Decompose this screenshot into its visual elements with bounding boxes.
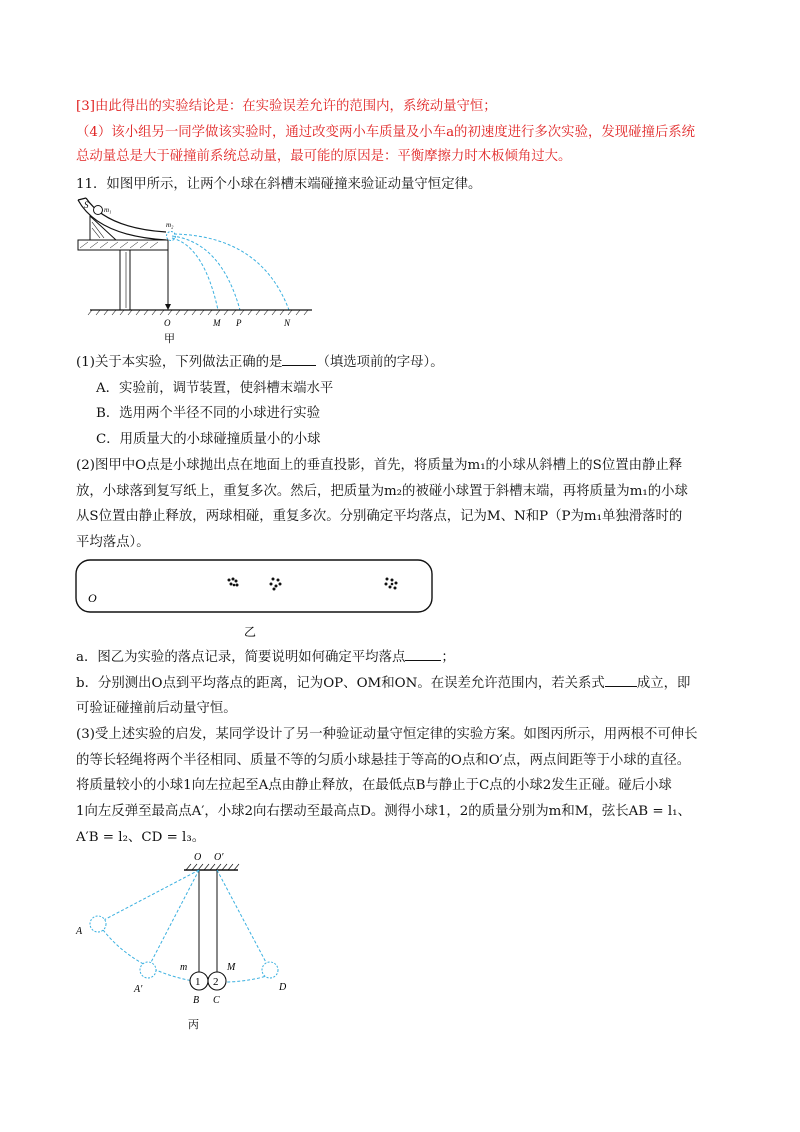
part3-line-4: 1向左反弹至最高点A′，小球2向右摆动至最高点D。测得小球1，2的质量分别为m和M，弦长AB = l₁、 (76, 804, 691, 819)
label-D: D (279, 982, 287, 993)
caption-bing: 丙 (188, 1018, 199, 1031)
ramp (78, 200, 166, 240)
part1-stem-after: （填选项前的字母）。 (316, 355, 444, 370)
label-M-bing: M (227, 962, 236, 973)
ball-m1 (94, 206, 103, 215)
table-top (78, 240, 168, 250)
part2-b-answer-blank[interactable] (605, 674, 637, 687)
label-M: M (213, 318, 221, 328)
part2-line-1: (2)图甲中O点是小球抛出点在地面上的垂直投影，首先，将质量为m₁的小球从斜槽上的S位置由静止释 (76, 458, 683, 473)
part2-b-after: 成立，即 (636, 676, 691, 691)
ball-position-A (90, 916, 106, 932)
part2-b-before: b．分别测出O点到平均落点的距离，记为OP、OM和ON。在误差允许范围内，若关系式 (76, 676, 605, 691)
part2-a-after: ； (441, 650, 455, 665)
label-A-prime: A′ (134, 984, 143, 995)
option-C: C．用质量大的小球碰撞质量小的小球 (96, 432, 321, 447)
trajectory-M (172, 238, 218, 310)
label-m1: m₁ (104, 206, 112, 214)
part2-b-line-2: 可验证碰撞前后动量守恒。 (76, 701, 237, 716)
conclusion-line-1: [3]由此得出的实验结论是：在实验误差允许的范围内，系统动量守恒； (76, 99, 497, 114)
label-S: S (84, 200, 89, 210)
question-11-stem: 11．如图甲所示，让两个小球在斜槽末端碰撞来验证动量守恒定律。 (76, 177, 482, 192)
label-B: B (193, 995, 200, 1006)
option-A: A．实验前，调节装置，使斜槽末端水平 (96, 381, 334, 396)
part3-line-5: A′B = l₂、CD = l₃。 (76, 830, 206, 845)
part3-line-3: 将质量较小的小球1向左拉起至A点由静止释放，在最低点B与静止于C点的小球2发生正碰。碰后小球 (76, 778, 672, 793)
figure-jia (76, 196, 316, 344)
label-A: A (76, 926, 83, 937)
part1-answer-blank[interactable] (282, 353, 316, 366)
label-O-bing: O (194, 852, 202, 863)
label-O-prime: O′ (214, 852, 224, 863)
part3-line-2: 的等长轻绳将两个半径相同、质量不等的匀质小球悬挂于等高的O点和O′点，两点间距等于小球的直径。 (76, 753, 691, 768)
label-C: C (213, 995, 220, 1006)
part2-line-2: 放，小球落到复写纸上，重复多次。然后，把质量为m₂的被碰小球置于斜槽末端，再将质量为m₁的小球 (76, 484, 688, 499)
label-ball-1: 1 (195, 976, 201, 988)
label-m: m (180, 962, 188, 973)
part2-a-before: a．图乙为实验的落点记录，简要说明如何确定平均落点 (76, 650, 406, 665)
caption-yi: 乙 (244, 625, 257, 639)
label-ball-2: 2 (213, 976, 219, 988)
swing-arc (100, 926, 272, 982)
label-O-yi: O (88, 591, 97, 605)
part2-a-answer-blank[interactable] (405, 648, 441, 661)
label-O: O (164, 318, 171, 328)
caption-jia: 甲 (164, 332, 175, 344)
part2-line-3: 从S位置由静止释放，两球相碰，重复多次。分别确定平均落点，记为M、N和P（P为m₁单独滑落时的 (76, 509, 683, 524)
ball-position-D (262, 962, 278, 978)
label-m2: m₂ (166, 221, 174, 229)
part1-stem (76, 353, 444, 372)
part2-b-line-1 (76, 674, 690, 693)
figure-bing (72, 846, 308, 1036)
part1-stem-before: (1)关于本实验，下列做法正确的是 (76, 355, 283, 370)
option-B: B．选用两个半径不同的小球进行实验 (96, 406, 321, 421)
part2-line-4: 平均落点）。 (76, 535, 150, 550)
label-P: P (236, 318, 242, 328)
conclusion-line-3: 总动量总是大于碰撞前系统总动量，最可能的原因是：平衡摩擦力时木板倾角过大。 (76, 149, 572, 164)
figure-yi (74, 558, 436, 642)
conclusion-line-2: （4）该小组另一同学做该实验时，通过改变两小车质量及小车a的初速度进行多次实验，发现碰撞后系统 (76, 125, 696, 140)
label-N: N (284, 318, 291, 328)
carbon-paper-strip (76, 560, 432, 612)
ball-position-A-prime (140, 962, 156, 978)
trajectory-N (174, 234, 289, 310)
part2-a (76, 648, 455, 667)
part3-line-1: (3)受上述实验的启发，某同学设计了另一种验证动量守恒定律的实验方案。如图丙所示，用两根不可伸长 (76, 727, 698, 742)
